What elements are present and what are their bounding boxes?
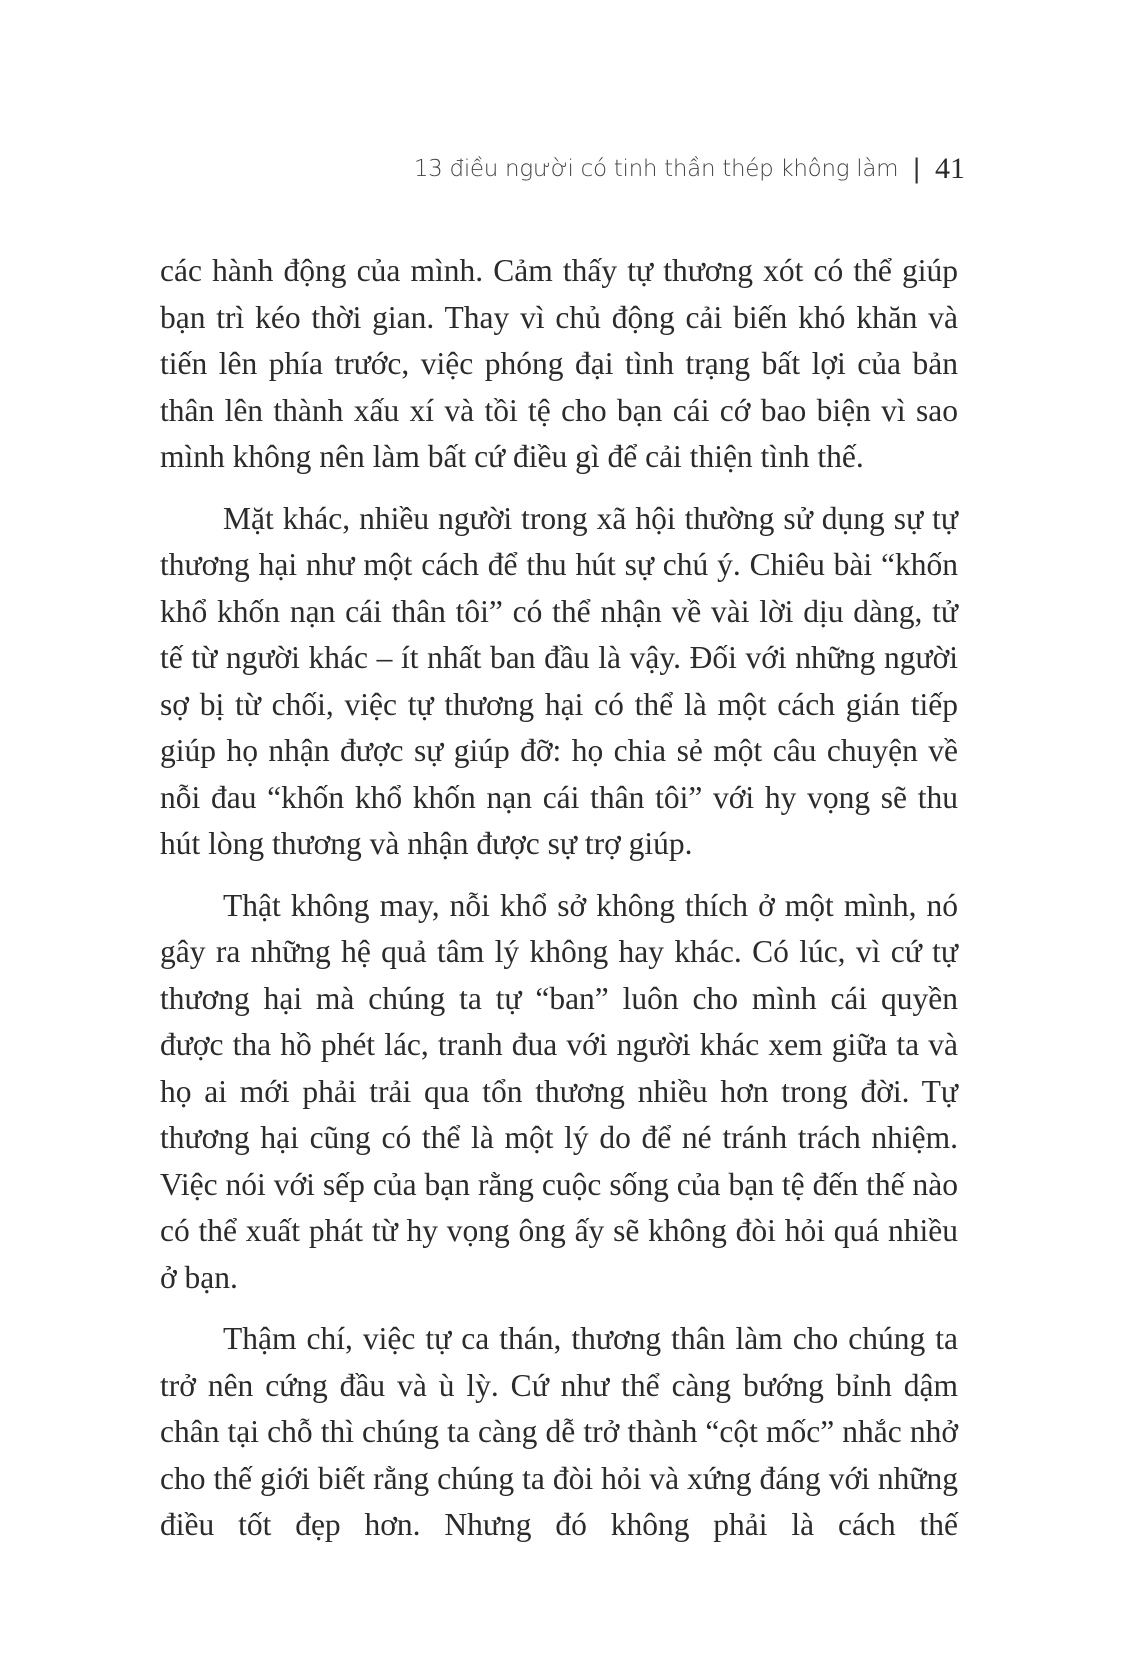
- header-separator: |: [912, 154, 921, 184]
- book-title: 13 điều người có tinh thần thép không làm: [413, 156, 899, 182]
- paragraph: Mặt khác, nhiều người trong xã hội thường sử dụng sự tự thương hại như một cách để thu hút sự chú ý. Chiêu bài “khốn khổ khốn nạn cái thân tôi” có thể nhận về vài lời dịu dàng, tử tế từ người khác – ít nhất ban đầu là vậy. Đối với những người sợ bị từ chối, việc tự thương hại có thể là một cách gián tiếp giúp họ nhận được sự giúp đỡ: họ chia sẻ một câu chuyện về nỗi đau “khốn khổ khốn nạn cái thân tôi” với hy vọng sẽ thu hút lòng thương và nhận được sự trợ giúp.: [160, 500, 958, 861]
- running-header: [414, 152, 965, 186]
- paragraph-continuation: các hành động của mình. Cảm thấy tự thương xót có thể giúp bạn trì kéo thời gian. Thay vì chủ động cải biến khó khăn và tiến lên phía trước, việc phóng đại tình trạng bất lợi của bản thân lên thành xấu xí và tồi tệ cho bạn cái cớ bao biện vì sao mình không nên làm bất cứ điều gì để cải thiện tình thế.: [160, 253, 958, 474]
- paragraph: Thậm chí, việc tự ca thán, thương thân làm cho chúng ta trở nên cứng đầu và ù lỳ. Cứ như thể càng bướng bỉnh dậm chân tại chỗ thì chúng ta càng dễ trở thành “cột mốc” nhắc nhở cho thế giới biết rằng chúng ta đòi hỏi và xứng đáng với những điều tốt đẹp hơn. Nhưng đó không phải là cách thế: [160, 1321, 958, 1542]
- paragraph: Thật không may, nỗi khổ sở không thích ở một mình, nó gây ra những hệ quả tâm lý không hay khác. Có lúc, vì cứ tự thương hại mà chúng ta tự “ban” luôn cho mình cái quyền được tha hồ phét lác, tranh đua với người khác xem giữa ta và họ ai mới phải trải qua tổn thương nhiều hơn trong đời. Tự thương hại cũng có thể là một lý do để né tránh trách nhiệm. Việc nói với sếp của bạn rằng cuộc sống của bạn tệ đến thế nào có thể xuất phát từ hy vọng ông ấy sẽ không đòi hỏi quá nhiều ở bạn.: [160, 887, 958, 1295]
- body-text: [160, 248, 958, 1564]
- page-number: 41: [935, 152, 965, 185]
